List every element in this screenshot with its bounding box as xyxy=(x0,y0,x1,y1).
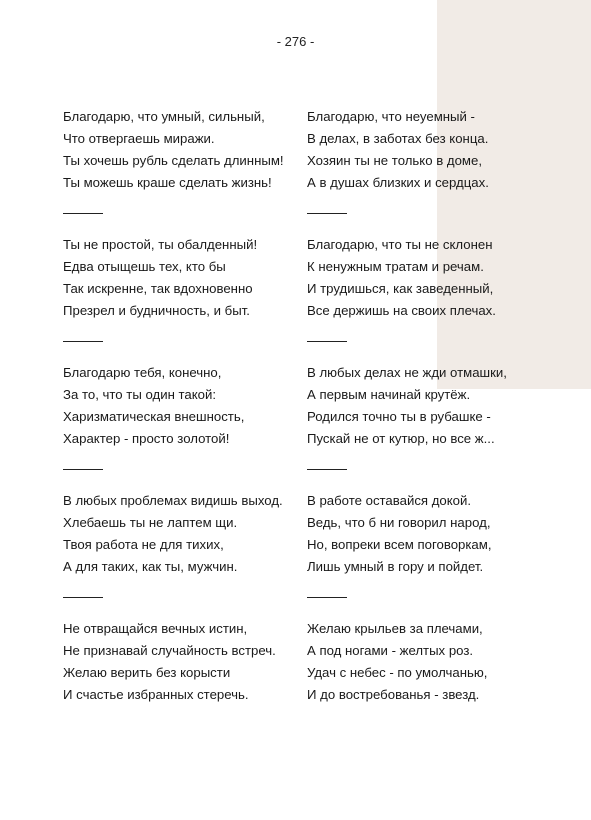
stanza-separator xyxy=(307,194,547,234)
poem-line: Что отвергаешь миражи. xyxy=(63,131,215,146)
separator-line xyxy=(307,597,347,598)
poem-line: Лишь умный в гору и пойдет. xyxy=(307,559,484,574)
stanza xyxy=(63,234,303,322)
poem-line: Не признавай случайность встреч. xyxy=(63,643,276,658)
poem-line: Твоя работа не для тихих, xyxy=(63,537,224,552)
poem-column-right xyxy=(307,106,547,706)
stanza-separator xyxy=(307,578,547,618)
stanza xyxy=(63,490,303,578)
poem-line: Ты не простой, ты обалденный! xyxy=(63,237,258,252)
poem-line: В делах, в заботах без конца. xyxy=(307,131,489,146)
poem-line: Благодарю тебя, конечно, xyxy=(63,365,222,380)
separator-line xyxy=(307,341,347,342)
separator-line xyxy=(307,469,347,470)
poem-line: Так искренне, так вдохновенно xyxy=(63,281,253,296)
separator-line xyxy=(63,341,103,342)
poem-line: Родился точно ты в рубашке - xyxy=(307,409,491,424)
stanza xyxy=(307,106,547,194)
poem-line: В любых делах не жди отмашки, xyxy=(307,365,507,380)
stanza-separator xyxy=(63,578,303,618)
poem-line: И счастье избранных стеречь. xyxy=(63,687,249,702)
poem-line: Желаю верить без корысти xyxy=(63,665,231,680)
stanza xyxy=(307,618,547,706)
stanza xyxy=(63,362,303,450)
poem-line: Ты можешь краше сделать жизнь! xyxy=(63,175,272,190)
poem-line: Не отвращайся вечных истин, xyxy=(63,621,248,636)
poem-line: Хлебаешь ты не лаптем щи. xyxy=(63,515,238,530)
page-number: - 276 - xyxy=(276,34,315,49)
stanza-separator xyxy=(63,450,303,490)
stanza-separator xyxy=(307,322,547,362)
poem-line: А первым начинай крутёж. xyxy=(307,387,471,402)
stanza xyxy=(63,106,303,194)
stanza xyxy=(307,490,547,578)
poem-line: Ты хочешь рубль сделать длинным! xyxy=(63,153,284,168)
poem-line: За то, что ты один такой: xyxy=(63,387,217,402)
poem-line: К ненужным тратам и речам. xyxy=(307,259,484,274)
poem-line: Характер - просто золотой! xyxy=(63,431,230,446)
separator-line xyxy=(63,469,103,470)
poem-line: Благодарю, что неуемный - xyxy=(307,109,475,124)
poem-column-left xyxy=(63,106,303,706)
poem-line: Удач с небес - по умолчанью, xyxy=(307,665,488,680)
separator-line xyxy=(307,213,347,214)
poem-line: Едва отыщешь тех, кто бы xyxy=(63,259,226,274)
poem-line: Но, вопреки всем поговоркам, xyxy=(307,537,492,552)
poem-line: Презрел и будничность, и быт. xyxy=(63,303,250,318)
stanza-separator xyxy=(307,450,547,490)
poem-line: А под ногами - желтых роз. xyxy=(307,643,474,658)
poem-line: Ведь, что б ни говорил народ, xyxy=(307,515,491,530)
poem-line: Харизматическая внешность, xyxy=(63,409,245,424)
poem-line: Хозяин ты не только в доме, xyxy=(307,153,482,168)
stanza-separator xyxy=(63,194,303,234)
poem-line: Все держишь на своих плечах. xyxy=(307,303,496,318)
stanza xyxy=(307,362,547,450)
poem-line: В работе оставайся докой. xyxy=(307,493,472,508)
stanza-separator xyxy=(63,322,303,362)
separator-line xyxy=(63,597,103,598)
poem-line: И до востребованья - звезд. xyxy=(307,687,480,702)
poem-line: И трудишься, как заведенный, xyxy=(307,281,494,296)
poem-line: А для таких, как ты, мужчин. xyxy=(63,559,238,574)
poem-line: А в душах близких и сердцах. xyxy=(307,175,489,190)
poem-line: Желаю крыльев за плечами, xyxy=(307,621,483,636)
stanza xyxy=(63,618,303,706)
poem-line: Благодарю, что ты не склонен xyxy=(307,237,493,252)
poem-line: В любых проблемах видишь выход. xyxy=(63,493,283,508)
stanza xyxy=(307,234,547,322)
poem-line: Благодарю, что умный, сильный, xyxy=(63,109,265,124)
separator-line xyxy=(63,213,103,214)
poem-line: Пускай не от кутюр, но все ж... xyxy=(307,431,495,446)
